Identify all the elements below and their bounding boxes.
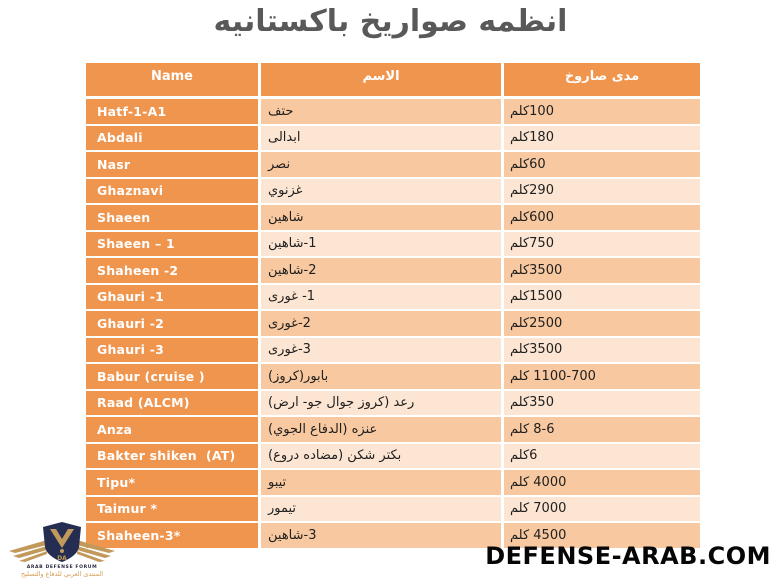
range-value: 60 xyxy=(529,156,546,172)
missile-name-en: Ghauri -1 xyxy=(97,289,164,305)
arabic-name-cell xyxy=(261,338,504,365)
table-row xyxy=(86,258,700,285)
name-cell xyxy=(86,364,261,391)
missile-name-ar: غورى xyxy=(268,342,298,358)
header-range-label: مدى صاروخ xyxy=(564,69,640,84)
table-row xyxy=(86,417,700,444)
slide-title: انظمه صواريخ باكستانيه xyxy=(213,4,568,39)
table-row xyxy=(86,470,700,497)
missile-name-ar: غورى xyxy=(268,289,298,305)
range-cell xyxy=(504,232,700,259)
logo-forum-name: ARAB DEFENSE FORUM xyxy=(26,565,98,570)
arabic-name-cell xyxy=(261,523,504,550)
table-row xyxy=(86,391,700,418)
arabic-name-cell xyxy=(261,470,504,497)
table-row xyxy=(86,232,700,259)
missile-name-en: Babur (cruise ) xyxy=(97,368,205,384)
range-value: 3500 xyxy=(529,342,563,358)
table-row xyxy=(86,311,700,338)
missile-name-ar-suffix: -2 xyxy=(297,315,311,331)
range-unit: كلم xyxy=(510,342,530,358)
range-value: 7000 xyxy=(529,501,567,517)
arabic-name-cell xyxy=(261,311,504,338)
table-row xyxy=(86,444,700,471)
missile-name-en: Nasr xyxy=(97,156,131,172)
missile-name-en: Anza xyxy=(97,421,133,437)
name-cell xyxy=(86,391,261,418)
header-range xyxy=(504,63,700,99)
name-cell xyxy=(86,99,261,126)
table-row xyxy=(86,126,700,153)
arabic-name-cell xyxy=(261,258,504,285)
range-value: 4000 xyxy=(529,474,567,490)
missile-name-ar: بابور(كروز) xyxy=(268,368,329,384)
missile-name-ar: شاهين xyxy=(268,209,304,225)
table-body xyxy=(86,99,700,550)
missile-name-ar: شاهين xyxy=(268,262,304,278)
arabic-name-cell xyxy=(261,179,504,206)
arabic-name-cell xyxy=(261,391,504,418)
missile-name-en: Shaheen-3* xyxy=(97,527,181,543)
range-value: 1500 xyxy=(529,289,563,305)
range-unit: كلم xyxy=(510,527,530,543)
range-value: 3500 xyxy=(529,262,563,278)
missile-name-ar: شاهين xyxy=(268,236,304,252)
range-value: 290 xyxy=(529,183,554,199)
header-name-en xyxy=(86,63,261,99)
missile-name-ar-suffix: -3 xyxy=(297,342,311,358)
missile-name-en: Ghauri -3 xyxy=(97,342,164,358)
table-row xyxy=(86,205,700,232)
name-cell xyxy=(86,444,261,471)
missile-name-ar: رعد (كروز جوال جو- ارض) xyxy=(268,395,415,411)
name-cell xyxy=(86,311,261,338)
name-cell xyxy=(86,126,261,153)
missile-name-en: Abdali xyxy=(97,130,143,146)
missile-name-ar: غزنوي xyxy=(268,183,303,199)
logo-forum-name-arabic: المنتدى العربي للدفاع والتسليح xyxy=(20,570,104,578)
range-cell xyxy=(504,311,700,338)
name-cell xyxy=(86,232,261,259)
range-unit: كلم xyxy=(510,501,530,517)
range-unit: كلم xyxy=(510,209,530,225)
range-cell xyxy=(504,497,700,524)
missile-name-ar: بكتر شكن (مضاده دروع) xyxy=(268,448,402,464)
range-unit: كلم xyxy=(510,289,530,305)
missile-name-ar: نصر xyxy=(268,156,291,172)
name-cell xyxy=(86,152,261,179)
range-cell xyxy=(504,126,700,153)
missile-name-ar: ابدالى xyxy=(268,130,301,146)
range-value: 8-6 xyxy=(529,421,555,437)
range-value: 6 xyxy=(529,448,538,464)
missile-name-en: Ghaznavi xyxy=(97,183,164,199)
logo-monogram: DA xyxy=(57,555,67,562)
table-header-row xyxy=(86,63,700,99)
site-watermark: DEFENSE-ARAB.COM xyxy=(485,542,771,570)
name-cell xyxy=(86,285,261,312)
missile-name-ar: تيمور xyxy=(268,501,297,517)
name-cell xyxy=(86,338,261,365)
table-row xyxy=(86,179,700,206)
range-cell xyxy=(504,205,700,232)
arab-defense-forum-logo xyxy=(5,520,119,578)
missile-name-en: Raad (ALCM) xyxy=(97,395,190,411)
range-cell xyxy=(504,152,700,179)
arabic-name-cell xyxy=(261,205,504,232)
name-cell xyxy=(86,205,261,232)
range-unit: كلم xyxy=(510,183,530,199)
arabic-name-cell xyxy=(261,417,504,444)
missile-name-ar-suffix: -2 xyxy=(303,262,317,278)
missile-name-en: Taimur * xyxy=(97,501,158,517)
name-cell xyxy=(86,179,261,206)
missile-name-en: Shaeen xyxy=(97,209,151,225)
arabic-name-cell xyxy=(261,99,504,126)
missile-name-ar: تيبو xyxy=(268,474,287,490)
missile-name-ar: عنزه (الدفاع الجوي) xyxy=(268,421,378,437)
range-cell xyxy=(504,364,700,391)
range-value: 350 xyxy=(529,395,554,411)
logo-emblem xyxy=(5,520,119,578)
table-row xyxy=(86,338,700,365)
range-unit: كلم xyxy=(510,474,530,490)
arabic-name-cell xyxy=(261,285,504,312)
range-value: 100 xyxy=(529,103,554,119)
range-unit: كلم xyxy=(510,262,530,278)
missile-name-ar: غورى xyxy=(268,315,298,331)
missile-name-ar: حتف xyxy=(268,103,294,119)
header-name-ar xyxy=(261,63,504,99)
name-cell xyxy=(86,258,261,285)
table-row xyxy=(86,364,700,391)
range-value: 600 xyxy=(529,209,554,225)
table-row xyxy=(86,152,700,179)
arabic-name-cell xyxy=(261,364,504,391)
range-unit: كلم xyxy=(510,236,530,252)
missile-name-ar-suffix: -3 xyxy=(303,527,317,543)
range-unit: كلم xyxy=(510,315,530,331)
range-cell xyxy=(504,338,700,365)
header-name-en-label: Name xyxy=(150,69,193,84)
range-value: 4500 xyxy=(529,527,567,543)
range-unit: كلم xyxy=(510,156,530,172)
missiles-table xyxy=(86,63,700,550)
range-cell xyxy=(504,99,700,126)
header-name-ar-label: الاسم xyxy=(362,69,400,84)
missile-name-en: Bakter shiken (AT) xyxy=(97,448,236,464)
range-value: 180 xyxy=(529,130,554,146)
logo-star xyxy=(60,549,64,553)
range-cell xyxy=(504,444,700,471)
missile-name-ar-suffix: -1 xyxy=(297,289,316,305)
range-unit: كلم xyxy=(510,395,530,411)
missile-name-ar-suffix: -1 xyxy=(303,236,317,252)
arabic-name-cell xyxy=(261,126,504,153)
range-value: 2500 xyxy=(529,315,563,331)
arabic-name-cell xyxy=(261,232,504,259)
range-cell xyxy=(504,258,700,285)
range-unit: كلم xyxy=(510,368,530,384)
table-row xyxy=(86,497,700,524)
missile-name-ar: شاهين xyxy=(268,527,304,543)
range-value: 750 xyxy=(529,236,554,252)
arabic-name-cell xyxy=(261,497,504,524)
range-unit: كلم xyxy=(510,103,530,119)
table-row xyxy=(86,285,700,312)
missile-name-en: Shaheen -2 xyxy=(97,262,179,278)
range-unit: كلم xyxy=(510,421,530,437)
missile-name-en: Ghauri -2 xyxy=(97,315,164,331)
range-value: 1100-700 xyxy=(529,368,596,384)
range-cell xyxy=(504,391,700,418)
range-cell xyxy=(504,417,700,444)
range-cell xyxy=(504,470,700,497)
range-unit: كلم xyxy=(510,130,530,146)
missile-name-en: Tipu* xyxy=(97,474,136,490)
range-cell xyxy=(504,285,700,312)
missile-name-en: Hatf-1-A1 xyxy=(97,103,167,119)
table-row xyxy=(86,99,700,126)
range-unit: كلم xyxy=(510,448,530,464)
arabic-name-cell xyxy=(261,444,504,471)
name-cell xyxy=(86,470,261,497)
range-cell xyxy=(504,179,700,206)
arabic-name-cell xyxy=(261,152,504,179)
missile-name-en: Shaeen – 1 xyxy=(97,236,175,252)
name-cell xyxy=(86,417,261,444)
